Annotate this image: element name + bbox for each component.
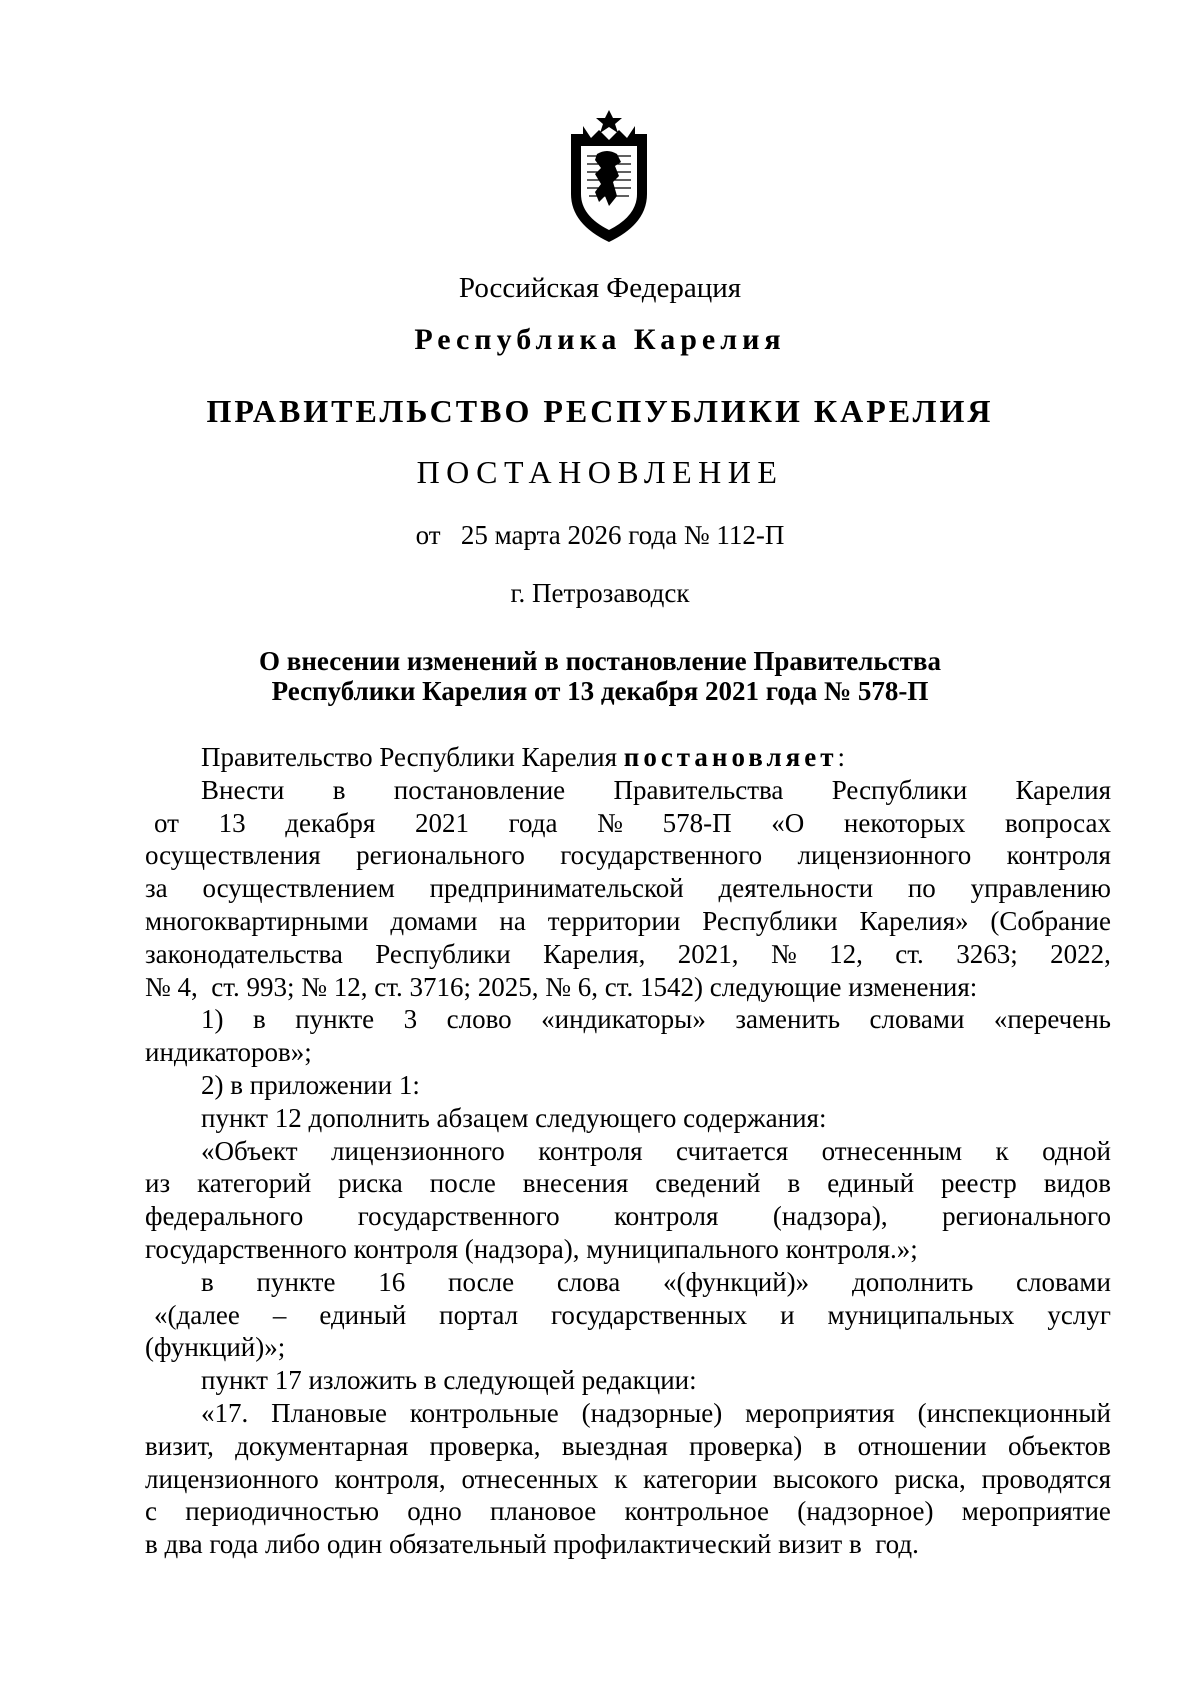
word: 12, (829, 938, 863, 969)
text-line (145, 905, 1111, 938)
word: «(далее (154, 1299, 240, 1330)
text-line: в два года либо один обязательный профилактический визит в год. (145, 1529, 919, 1560)
word: 2021 (415, 807, 469, 838)
word: осуществлением (202, 873, 395, 904)
word: контрольные (409, 1397, 559, 1428)
word: 13 (218, 807, 246, 838)
document-body (145, 741, 1111, 1561)
word: деятельности (718, 873, 874, 904)
word: сведений (655, 1168, 761, 1199)
word: управлению (970, 873, 1111, 904)
word: законодательства (145, 938, 343, 969)
text-line: № 4, ст. 993; № 12, ст. 3716; 2025, № 6, ст. 1542) следующие изменения: (145, 971, 978, 1002)
word: муниципальных (827, 1299, 1015, 1330)
word: постановление (393, 774, 566, 805)
word: портал (439, 1299, 519, 1330)
word: контроля, (334, 1463, 446, 1494)
word: словами (869, 1004, 965, 1035)
word: 3 (403, 1004, 418, 1035)
text-line: пункт 17 изложить в следующей редакции: (201, 1365, 697, 1396)
word: документарная (235, 1430, 409, 1461)
word: вопросах (1004, 807, 1111, 838)
word: контроля (1006, 840, 1111, 871)
word: государственного (560, 840, 763, 871)
document-city: г. Петрозаводск (510, 578, 690, 608)
word: 2022, (1050, 938, 1111, 969)
word: от (154, 807, 179, 838)
word: дополнить (851, 1266, 974, 1297)
text-line (145, 839, 1111, 872)
word: одно (407, 1496, 462, 1527)
word: объектов (1007, 1430, 1111, 1461)
word: Внести (201, 774, 285, 805)
word: заменить (735, 1004, 841, 1035)
word: регионального (356, 840, 525, 871)
word: № (770, 938, 797, 969)
word: регионального (942, 1201, 1111, 1232)
word: года (508, 807, 558, 838)
word: 3263; (956, 938, 1018, 969)
word: пункте (256, 1266, 336, 1297)
word: мероприятие (961, 1496, 1111, 1527)
text-line (145, 1463, 1111, 1496)
text-line (145, 938, 1111, 971)
word: лицензионного (145, 1463, 319, 1494)
word: «(функций)» (662, 1266, 810, 1297)
word: с (145, 1496, 157, 1527)
word: на (499, 905, 526, 936)
word: проводятся (981, 1463, 1111, 1494)
text-line (145, 1397, 1111, 1430)
country-name: Российская Федерация (458, 272, 742, 304)
word: за (145, 873, 168, 904)
word: по (907, 873, 936, 904)
word: декабря (285, 807, 376, 838)
word: после (429, 1168, 496, 1199)
word: Карелия, (543, 938, 646, 969)
word: «О (771, 807, 805, 838)
word: контроля (538, 1135, 643, 1166)
word: единый (319, 1299, 407, 1330)
word: государственных (551, 1299, 748, 1330)
text-line: пункт 12 дополнить абзацем следующего содержания: (201, 1102, 827, 1133)
word: пункте (295, 1004, 375, 1035)
text-line (145, 1167, 1111, 1200)
word: (надзора), (772, 1201, 888, 1232)
word: в (823, 1430, 837, 1461)
word: лицензионного (331, 1135, 505, 1166)
word: контроля (614, 1201, 719, 1232)
word: (надзорные) (581, 1397, 723, 1428)
word: (Собрание (990, 905, 1111, 936)
word: многоквартирными (145, 905, 369, 936)
word: одной (1042, 1135, 1111, 1166)
intro-colon: : (837, 742, 846, 772)
text-line: (функций)»; (145, 1332, 286, 1363)
word: Карелия (1015, 774, 1111, 805)
word: контрольное (624, 1496, 769, 1527)
word: (инспекционный (917, 1397, 1111, 1428)
coat-of-arms-emblem (559, 96, 659, 244)
word: высокого (773, 1463, 879, 1494)
government-name: ПРАВИТЕЛЬСТВО РЕСПУБЛИКИ КАРЕЛИЯ (206, 393, 994, 429)
text-line (145, 872, 1111, 905)
word: категории (643, 1463, 758, 1494)
word: визит, (145, 1430, 214, 1461)
intro-line (145, 741, 1111, 774)
word: 16 (378, 1266, 406, 1297)
word: к (614, 1463, 628, 1494)
word: мероприятия (745, 1397, 895, 1428)
word: (надзорное) (797, 1496, 934, 1527)
word: домами (390, 905, 478, 936)
republic-name: Республика Карелия (414, 323, 786, 356)
text-line: индикаторов»; (145, 1037, 312, 1068)
word: из (145, 1168, 171, 1199)
text-line: 2) в приложении 1: (201, 1069, 420, 1100)
word: проверка, (429, 1430, 541, 1461)
word: в (787, 1168, 801, 1199)
word: 2021, (677, 938, 739, 969)
word: 578-П (662, 807, 732, 838)
word: слова (556, 1266, 621, 1297)
intro-text: Правительство Республики Карелия (201, 742, 624, 772)
word: отнесенных (461, 1463, 599, 1494)
word: Плановые (271, 1397, 387, 1428)
word: и (780, 1299, 795, 1330)
word: категорий (197, 1168, 312, 1199)
word: федерального (145, 1201, 304, 1232)
word: некоторых (843, 807, 966, 838)
word: Карелия» (859, 905, 969, 936)
word: в (252, 1004, 266, 1035)
text-line (145, 1299, 1111, 1332)
text-line (145, 774, 1111, 807)
word: единый (827, 1168, 915, 1199)
word: внесения (522, 1168, 629, 1199)
word: выездная (561, 1430, 668, 1461)
word: Правительства (613, 774, 784, 805)
word: словами (1016, 1266, 1111, 1297)
text-line (145, 1200, 1111, 1233)
word: отнесенным (821, 1135, 963, 1166)
word: лицензионного (797, 840, 972, 871)
word: государственного (357, 1201, 560, 1232)
word: в (332, 774, 346, 805)
word: считается (676, 1135, 789, 1166)
word: видов (1043, 1168, 1111, 1199)
word: ст. (895, 938, 924, 969)
word: осуществления (145, 840, 321, 871)
word: после (448, 1266, 515, 1297)
word: предпринимательской (429, 873, 684, 904)
word: к (995, 1135, 1009, 1166)
word: риска (338, 1168, 403, 1199)
word: периодичностью (185, 1496, 380, 1527)
text-line (145, 807, 1111, 840)
text-line: государственного контроля (надзора), муниципального контроля.»; (145, 1233, 918, 1264)
word: реестр (941, 1168, 1017, 1199)
intro-keyword: постановляет (623, 742, 838, 772)
word: № (597, 807, 623, 838)
word: проверка) (689, 1430, 803, 1461)
word: «индикаторы» (541, 1004, 706, 1035)
document-date-number: от 25 марта 2026 года № 112-П (415, 520, 785, 550)
text-line (145, 1495, 1111, 1528)
text-line (145, 1135, 1111, 1168)
word: услуг (1047, 1299, 1111, 1330)
word: территории (547, 905, 681, 936)
word: Республики (702, 905, 838, 936)
word: – (272, 1299, 287, 1330)
document-title-line-2: Республики Карелия от 13 декабря 2021 года № 578-П (271, 676, 929, 706)
word: «перечень (993, 1004, 1111, 1035)
word: слово (446, 1004, 512, 1035)
word: «17. (201, 1397, 249, 1428)
word: плановое (489, 1496, 597, 1527)
document-title-line-1: О внесении изменений в постановление Правительства (259, 646, 941, 676)
document-type: ПОСТАНОВЛЕНИЕ (416, 454, 784, 490)
word: в (201, 1266, 214, 1297)
text-line (145, 1003, 1111, 1036)
word: Республики (375, 938, 511, 969)
text-line (145, 1430, 1111, 1463)
word: отношении (857, 1430, 987, 1461)
word: 1) (201, 1004, 224, 1035)
word: Республики (831, 774, 968, 805)
word: «Объект (201, 1135, 298, 1166)
word: риска, (894, 1463, 966, 1494)
text-line (145, 1266, 1111, 1299)
